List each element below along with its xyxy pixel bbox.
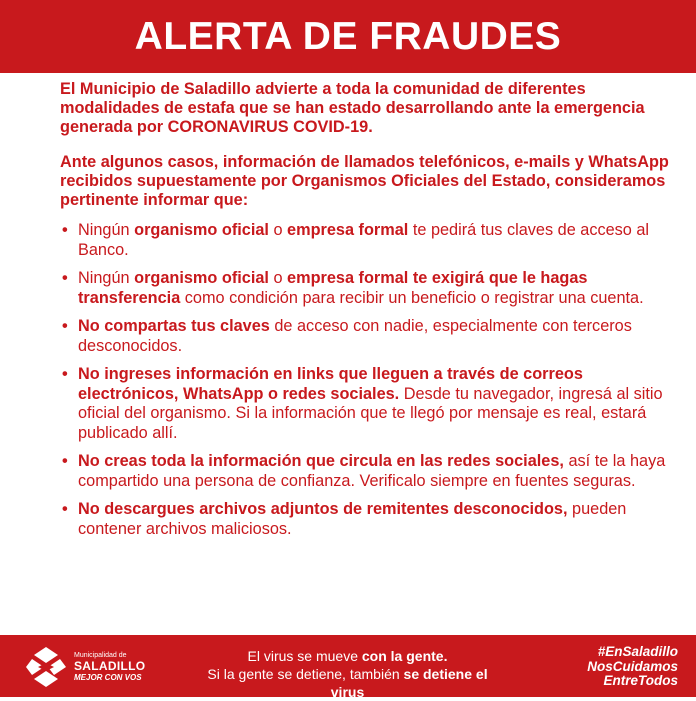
rule-item xyxy=(60,317,680,356)
intro-paragraph-2: Ante algunos casos, información de llamados telefónicos, e-mails y WhatsApp recibidos supuestamente por Organismos Oficiales del Estado, consideramos pertinente informar que: xyxy=(60,153,669,209)
logo-text xyxy=(74,650,145,683)
main-content xyxy=(60,80,680,548)
municipal-logo xyxy=(24,645,194,689)
intro-paragraph: El Municipio de Saladillo advierte a toda la comunidad de diferentes modalidades de estafa que se han estado desarrollando ante la emergencia generada por CORONAVIRUS COVID-19. xyxy=(60,80,645,136)
logo-line-1: Municipalidad de xyxy=(74,652,127,659)
rule-text: de acceso con nadie, especialmente con terceros desconocidos. xyxy=(78,317,632,355)
rule-emphasis: empresa formal te exigirá que le hagas transferencia xyxy=(78,269,588,307)
rule-item xyxy=(60,221,680,260)
logo-line-2: SALADILLO xyxy=(74,659,146,673)
hashtag-3: EntreTodos xyxy=(603,673,678,688)
footer-msg-2b: se detiene el virus xyxy=(330,666,488,700)
footer-banner xyxy=(0,635,696,700)
page-title: ALERTA DE FRAUDES xyxy=(134,14,562,58)
rule-emphasis: No compartas tus claves xyxy=(78,317,270,335)
logo-mark-icon xyxy=(24,645,68,689)
rule-text: pueden contener archivos maliciosos. xyxy=(78,500,627,538)
logo-slogan: MEJOR CON VOS xyxy=(74,673,142,682)
rule-text: o xyxy=(268,221,288,239)
rule-text: así te la haya compartido una persona de confianza. Verificalo siempre en fuentes seguras. xyxy=(78,452,666,490)
rule-text: o xyxy=(268,269,288,287)
rule-emphasis: No creas toda la información que circula en las redes sociales, xyxy=(78,452,564,470)
rule-emphasis: empresa formal xyxy=(287,221,409,239)
footer-msg-1a: El virus se mueve xyxy=(247,648,362,664)
rule-item xyxy=(60,500,680,539)
rule-item xyxy=(60,269,680,308)
rule-text: Desde tu navegador, ingresá al sitio oficial del organismo. Si la información que te llegó por mensaje es real, estará publicado allí. xyxy=(78,384,663,442)
hashtag-2: NosCuidamos xyxy=(587,658,678,674)
hashtag-1: #EnSaladillo xyxy=(597,644,678,659)
footer-message xyxy=(205,647,490,701)
rule-emphasis: organismo oficial xyxy=(134,269,269,287)
rule-emphasis: organismo oficial xyxy=(134,221,269,239)
footer-msg-2a: Si la gente se detiene, también xyxy=(207,666,404,682)
header-banner xyxy=(0,0,696,73)
hashtags xyxy=(587,645,678,689)
rule-item xyxy=(60,365,680,443)
footer-message-line-2 xyxy=(205,665,490,701)
rule-text: te pedirá tus claves de acceso al Banco. xyxy=(78,221,650,259)
rules-list xyxy=(60,221,680,539)
rule-text: como condición para recibir un beneficio o registrar una cuenta. xyxy=(180,288,644,307)
rule-text: Ningún xyxy=(78,269,135,287)
rule-item xyxy=(60,452,680,491)
rule-text: Ningún xyxy=(78,221,135,239)
rule-emphasis: No descargues archivos adjuntos de remitentes desconocidos, xyxy=(78,500,568,518)
footer-msg-1b: con la gente. xyxy=(361,648,448,664)
footer-message-line-1 xyxy=(205,647,490,665)
rule-emphasis: No ingreses información en links que lleguen a través de correos electrónicos, WhatsApp o redes sociales. xyxy=(78,365,583,403)
